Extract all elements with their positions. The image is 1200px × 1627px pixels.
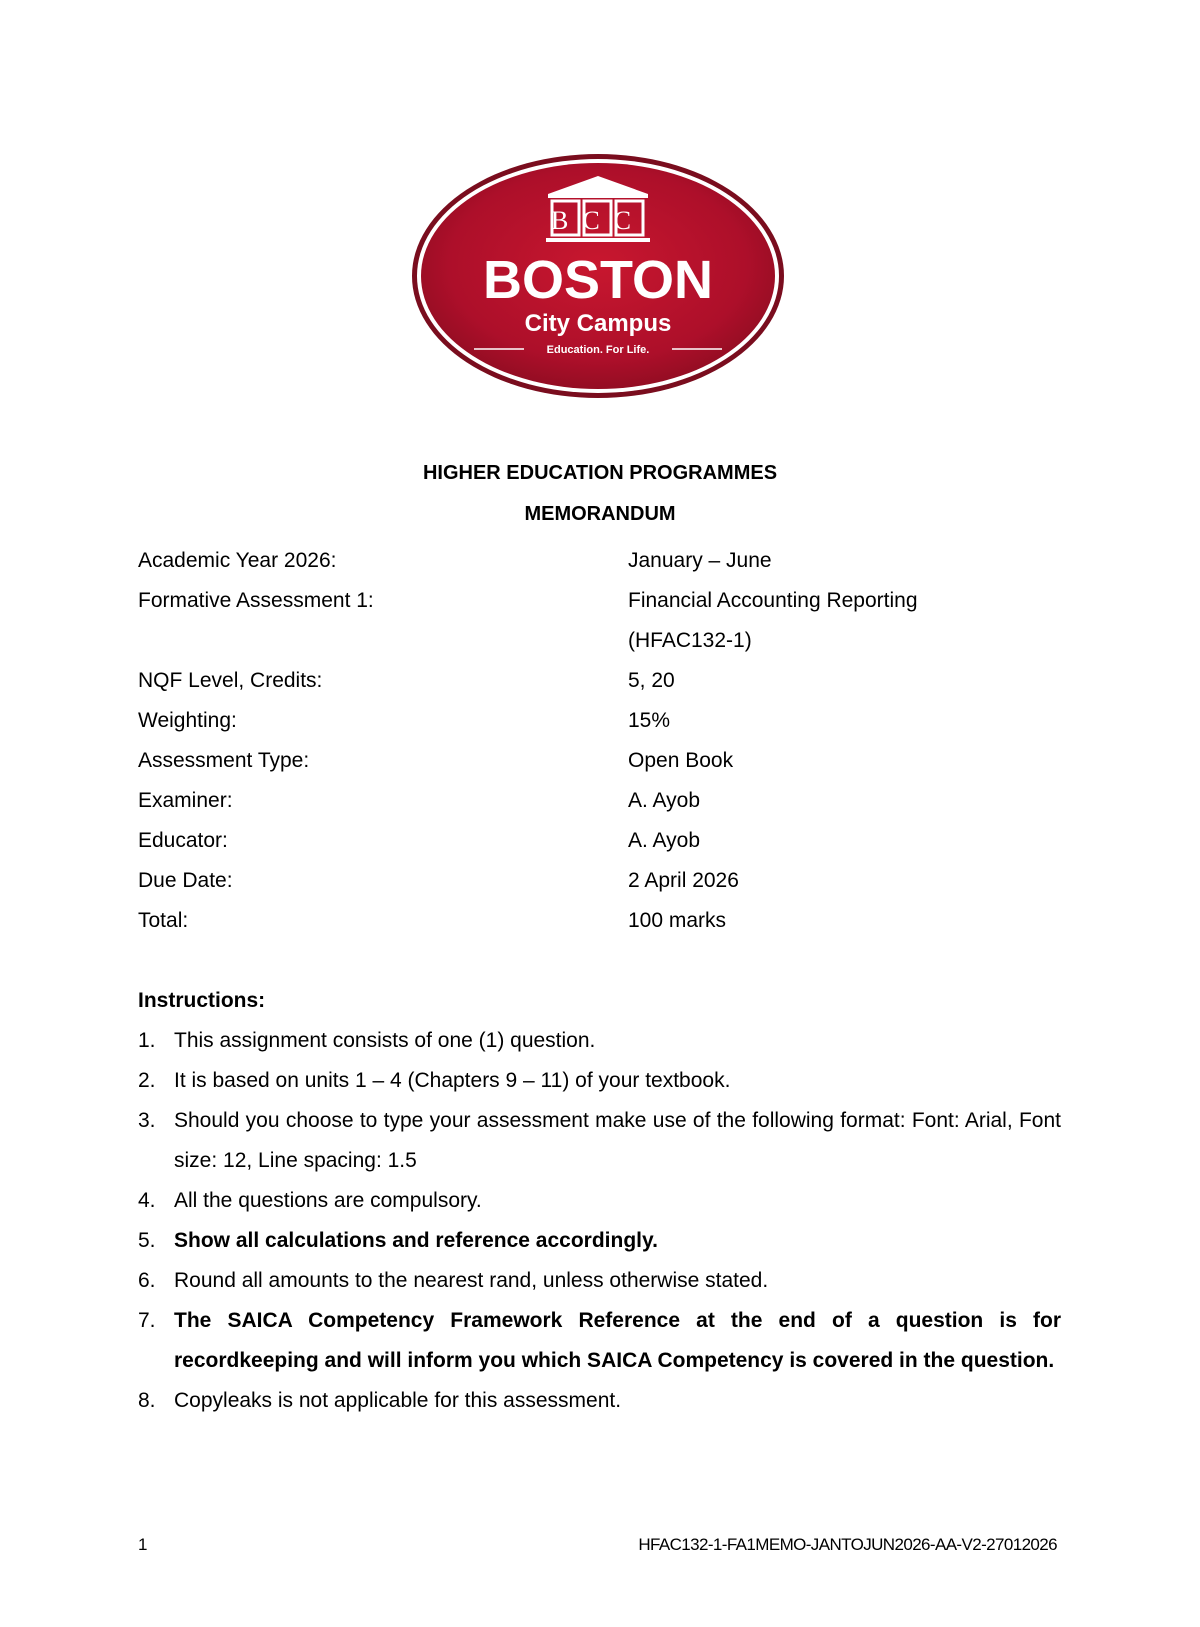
- detail-row-module-code: [138, 621, 1068, 661]
- list-item-number: 5.: [138, 1229, 156, 1252]
- list-item: [138, 1301, 1061, 1381]
- logo-tagline: Education. For Life.: [546, 344, 650, 356]
- document-title: MEMORANDUM: [524, 503, 676, 525]
- detail-label: Educator:: [138, 829, 228, 852]
- detail-row-formative-assessment: [138, 581, 1068, 621]
- list-item-text: The SAICA Competency Framework Reference at the end of a question is for recordkeeping and will inform you which SAICA Competency is covered in the question.: [174, 1309, 1061, 1372]
- programme-heading: HIGHER EDUCATION PROGRAMMES: [422, 462, 778, 484]
- list-item-text: This assignment consists of one (1) question.: [174, 1029, 596, 1052]
- list-item-text: Show all calculations and reference accordingly.: [174, 1229, 658, 1252]
- detail-value: (HFAC132-1): [628, 629, 752, 652]
- list-item: [138, 1181, 1061, 1221]
- detail-row-academic-year: [138, 541, 1068, 581]
- list-item-number: 7.: [138, 1309, 156, 1332]
- detail-row-nqf-level: [138, 661, 1068, 701]
- logo-name: BOSTON: [482, 250, 714, 310]
- detail-value: Open Book: [628, 749, 734, 772]
- detail-row-examiner: [138, 781, 1068, 821]
- detail-label: Total:: [138, 909, 189, 932]
- detail-label: Weighting:: [138, 709, 237, 732]
- list-item-number: 4.: [138, 1189, 156, 1212]
- logo-initials: BCC: [550, 206, 646, 235]
- detail-row-educator: [138, 821, 1068, 861]
- detail-label: Formative Assessment 1:: [138, 589, 374, 612]
- boston-city-campus-logo: [408, 150, 788, 402]
- list-item-number: 8.: [138, 1389, 156, 1412]
- detail-row-weighting: [138, 701, 1068, 741]
- detail-row-assessment-type: [138, 741, 1068, 781]
- list-item-text: It is based on units 1 – 4 (Chapters 9 – 11) of your textbook.: [174, 1069, 731, 1092]
- instructions-title: Instructions:: [138, 989, 266, 1012]
- logo-subtitle: City Campus: [524, 310, 672, 337]
- list-item: [138, 1261, 1061, 1301]
- list-item: [138, 1221, 1061, 1261]
- instructions-list: [138, 1021, 1061, 1421]
- detail-value: Financial Accounting Reporting: [628, 589, 918, 612]
- list-item-number: 2.: [138, 1069, 156, 1092]
- list-item-text: Round all amounts to the nearest rand, unless otherwise stated.: [174, 1269, 769, 1292]
- detail-row-total: [138, 901, 1068, 941]
- detail-value: 5, 20: [628, 669, 675, 692]
- list-item-text: All the questions are compulsory.: [174, 1189, 482, 1212]
- detail-value: 2 April 2026: [628, 869, 739, 892]
- detail-value: 15%: [628, 709, 671, 732]
- list-item: [138, 1061, 1061, 1101]
- list-item: [138, 1381, 1061, 1421]
- list-item-text: Should you choose to type your assessment make use of the following format: Font: Arial, Font size: 12, Line spacing: 1.5: [174, 1109, 1061, 1172]
- detail-label: [138, 621, 628, 661]
- detail-label: Due Date:: [138, 869, 233, 892]
- detail-row-due-date: [138, 861, 1068, 901]
- detail-label: Examiner:: [138, 789, 233, 812]
- detail-label: NQF Level, Credits:: [138, 669, 323, 692]
- footer-document-reference: HFAC132-1-FA1MEMO-JANTOJUN2026-AA-V2-27012026: [638, 1535, 1057, 1554]
- list-item: [138, 1021, 1061, 1061]
- detail-label: Assessment Type:: [138, 749, 310, 772]
- detail-label: Academic Year 2026:: [138, 549, 337, 572]
- assessment-details: [138, 541, 1068, 941]
- footer-page-number: 1: [138, 1535, 148, 1554]
- list-item: [138, 1101, 1061, 1181]
- detail-value: A. Ayob: [628, 829, 701, 852]
- detail-value: 100 marks: [628, 909, 727, 932]
- list-item-text: Copyleaks is not applicable for this assessment.: [174, 1389, 622, 1412]
- list-item-number: 3.: [138, 1109, 156, 1132]
- list-item-number: 1.: [138, 1029, 156, 1052]
- list-item-number: 6.: [138, 1269, 156, 1292]
- detail-value: A. Ayob: [628, 789, 701, 812]
- detail-value: January – June: [628, 549, 772, 572]
